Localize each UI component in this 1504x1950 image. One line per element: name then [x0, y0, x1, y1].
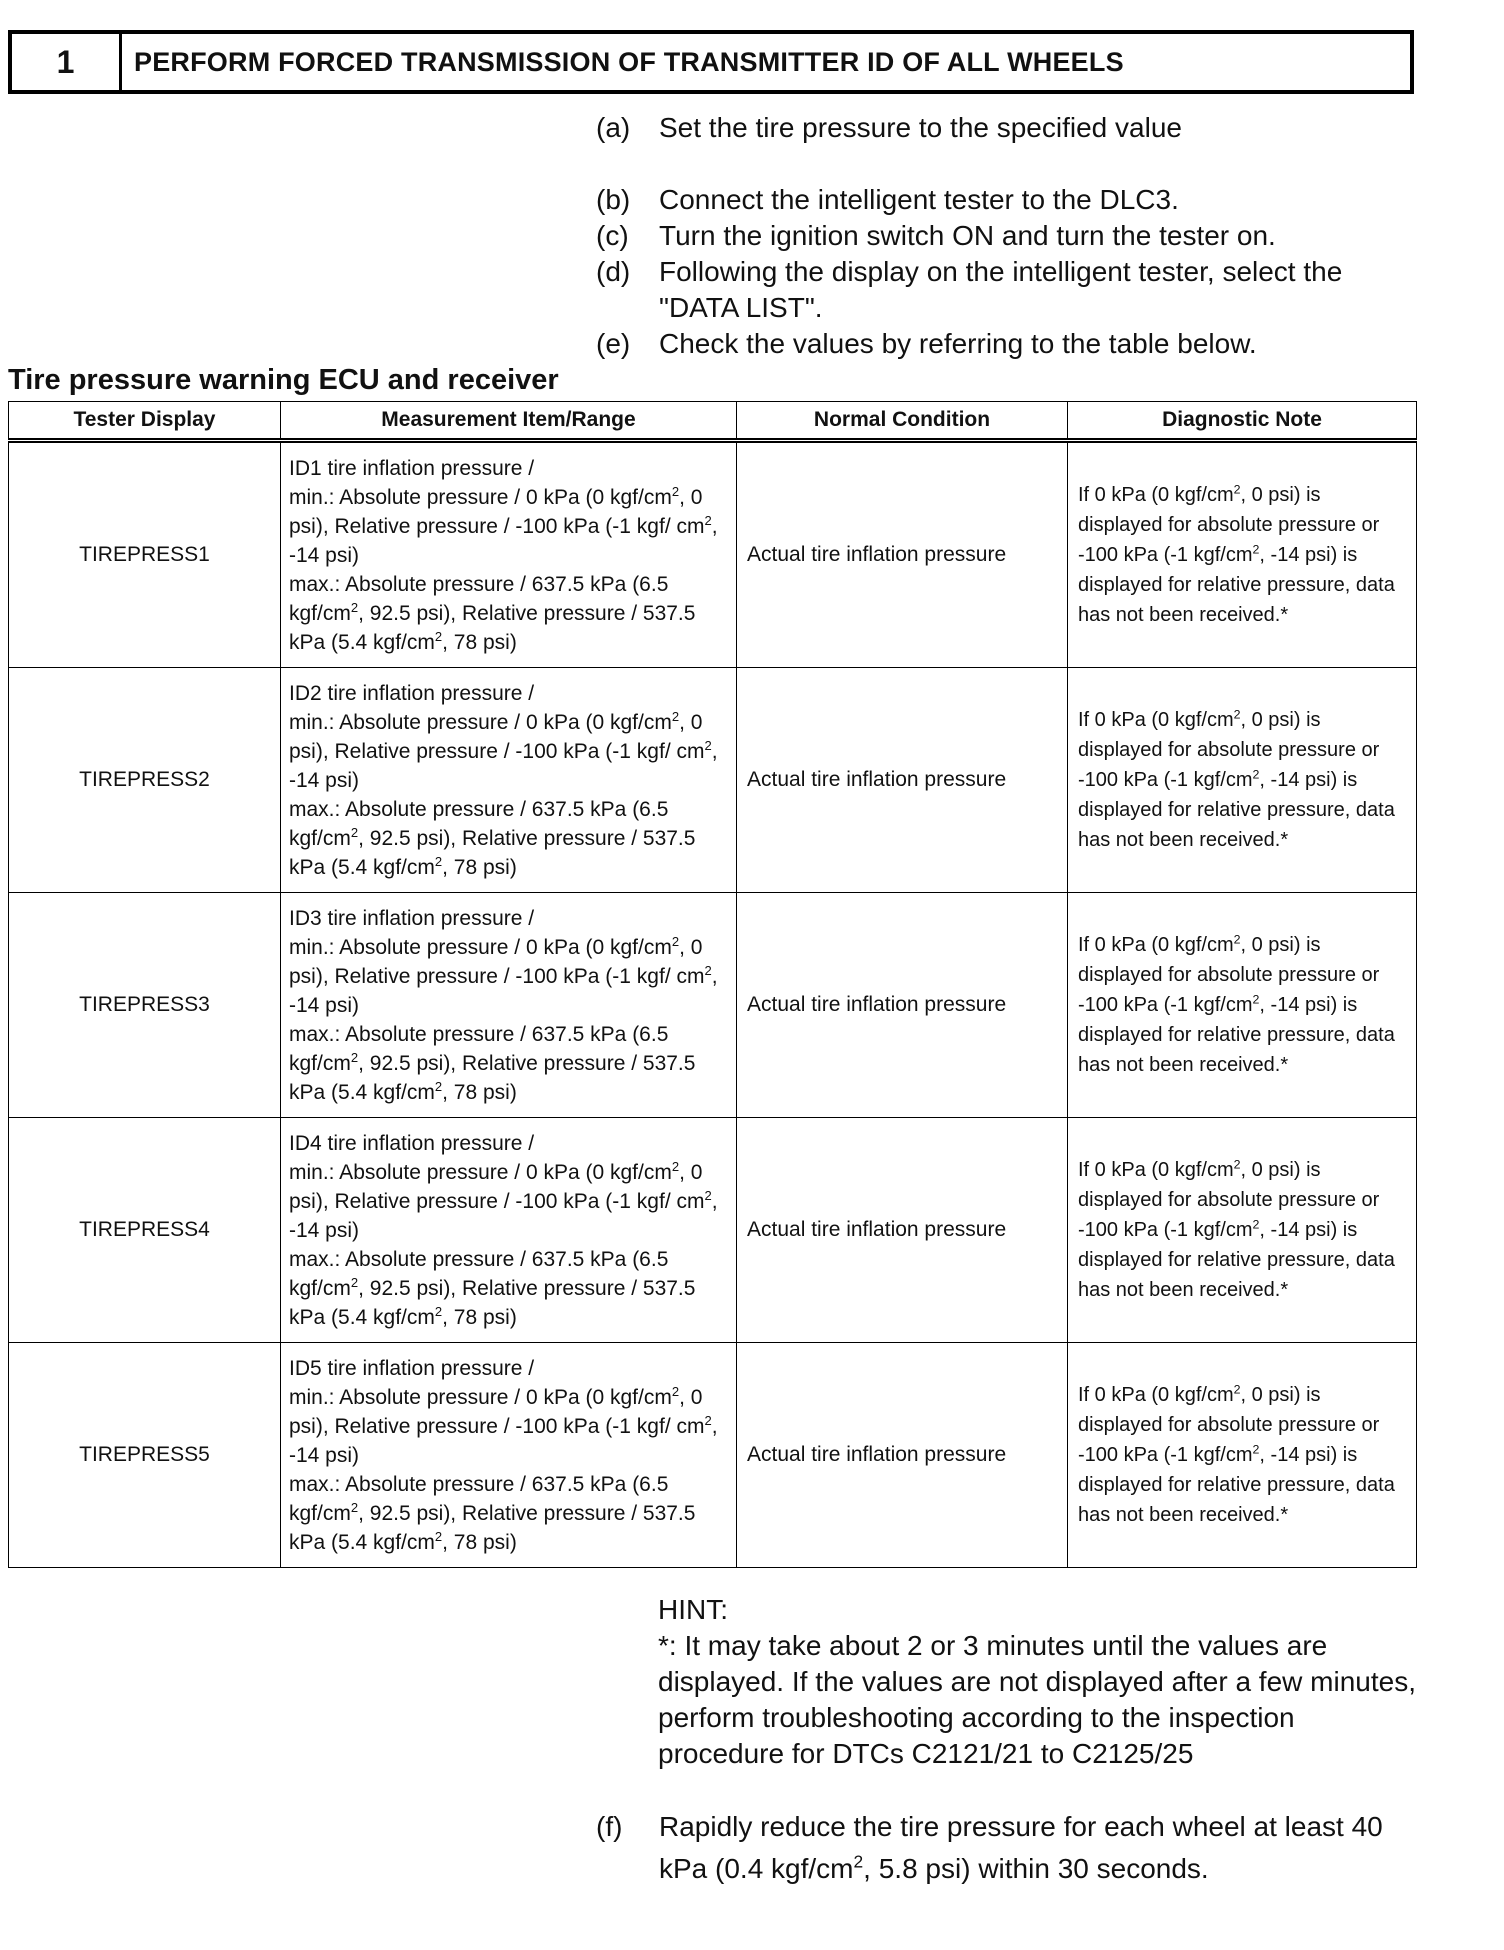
step-label: (d) — [596, 256, 631, 287]
table-row — [9, 893, 1417, 1118]
step-label: (a) — [596, 112, 631, 143]
measurement-range-cell: ID3 tire inflation pressure / min.: Absolute pressure / 0 kPa (0 kgf/$cm^2$, 0 psi), Relative pressure / -100 kPa (-1 kgf/ $cm^2$, -14 psi) max.: Absolute pressure / 637.5 kPa (6.5 kgf/$cm^2$, 92.5 psi), Relative pressure / 537.5 kPa (5.4 kgf/$cm^2$, 78 psi) — [281, 893, 737, 1118]
table-row — [9, 441, 1417, 668]
hint-label: HINT: — [658, 1594, 728, 1625]
diagnostic-note-cell: If 0 kPa (0 kgf/$cm^2$, 0 psi) is displayed for absolute pressure or -100 kPa (-1 kgf/$cm^2$, -14 psi) is displayed for relative pressure, data has not been received.* — [1068, 893, 1417, 1118]
diagnostic-note-cell: If 0 kPa (0 kgf/$cm^2$, 0 psi) is displayed for absolute pressure or -100 kPa (-1 kgf/$cm^2$, -14 psi) is displayed for relative pressure, data has not been received.* — [1068, 441, 1417, 668]
measurement-range-cell: ID2 tire inflation pressure / min.: Absolute pressure / 0 kPa (0 kgf/$cm^2$, 0 psi), Relative pressure / -100 kPa (-1 kgf/ $cm^2$, -14 psi) max.: Absolute pressure / 637.5 kPa (6.5 kgf/$cm^2$, 92.5 psi), Relative pressure / 537.5 kPa (5.4 kgf/$cm^2$, 78 psi) — [281, 668, 737, 893]
step-label: (b) — [596, 184, 631, 215]
normal-condition-cell: Actual tire inflation pressure — [737, 441, 1068, 668]
hint-text: *: It may take about 2 or 3 minutes until the values are displayed. If the values are not displayed after a few minutes, perform troubleshooting according to the inspection procedure for DTCs C2121/21 to C2125/25 — [658, 1630, 1416, 1769]
step-label: (c) — [596, 220, 629, 251]
step-text: Check the values by referring to the table below. — [659, 328, 1257, 359]
normal-condition-cell: Actual tire inflation pressure — [737, 668, 1068, 893]
procedure-title: PERFORM FORCED TRANSMISSION OF TRANSMITTER ID OF ALL WHEELS — [134, 46, 1124, 77]
final-step-list — [596, 1806, 1416, 1890]
step-c — [596, 218, 1416, 254]
column-header: Tester Display — [9, 402, 281, 441]
step-text: Connect the intelligent tester to the DLC3. — [659, 184, 1179, 215]
tester-display-cell: TIREPRESS4 — [9, 1118, 281, 1343]
procedure-header — [8, 30, 1414, 94]
step-e — [596, 326, 1416, 362]
step-text: Following the display on the intelligent tester, select the "DATA LIST". — [659, 256, 1343, 323]
step-text: Rapidly reduce the tire pressure for each wheel at least 40 kPa (0.4 kgf/$cm^2$, 5.8 psi) within 30 seconds. — [659, 1811, 1383, 1884]
measurement-range-cell: ID4 tire inflation pressure / min.: Absolute pressure / 0 kPa (0 kgf/$cm^2$, 0 psi), Relative pressure / -100 kPa (-1 kgf/ $cm^2$, -14 psi) max.: Absolute pressure / 637.5 kPa (6.5 kgf/$cm^2$, 92.5 psi), Relative pressure / 537.5 kPa (5.4 kgf/$cm^2$, 78 psi) — [281, 1118, 737, 1343]
step-f — [596, 1806, 1416, 1890]
step-text: Turn the ignition switch ON and turn the tester on. — [659, 220, 1276, 251]
diagnostic-note-cell: If 0 kPa (0 kgf/$cm^2$, 0 psi) is displayed for absolute pressure or -100 kPa (-1 kgf/$cm^2$, -14 psi) is displayed for relative pressure, data has not been received.* — [1068, 668, 1417, 893]
diagnostic-note-cell: If 0 kPa (0 kgf/$cm^2$, 0 psi) is displayed for absolute pressure or -100 kPa (-1 kgf/$cm^2$, -14 psi) is displayed for relative pressure, data has not been received.* — [1068, 1118, 1417, 1343]
measurement-range-cell: ID1 tire inflation pressure / min.: Absolute pressure / 0 kPa (0 kgf/$cm^2$, 0 psi), Relative pressure / -100 kPa (-1 kgf/ $cm^2$, -14 psi) max.: Absolute pressure / 637.5 kPa (6.5 kgf/$cm^2$, 92.5 psi), Relative pressure / 537.5 kPa (5.4 kgf/$cm^2$, 78 psi) — [281, 441, 737, 668]
step-text: Set the tire pressure to the specified value — [659, 112, 1182, 143]
column-header: Measurement Item/Range — [281, 402, 737, 441]
normal-condition-cell: Actual tire inflation pressure — [737, 1118, 1068, 1343]
table-row — [9, 668, 1417, 893]
table-row — [9, 1118, 1417, 1343]
section-title: Tire pressure warning ECU and receiver — [8, 364, 559, 396]
step-label: (e) — [596, 328, 631, 359]
normal-condition-cell: Actual tire inflation pressure — [737, 1343, 1068, 1568]
diagnostic-note-cell: If 0 kPa (0 kgf/$cm^2$, 0 psi) is displayed for absolute pressure or -100 kPa (-1 kgf/$cm^2$, -14 psi) is displayed for relative pressure, data has not been received.* — [1068, 1343, 1417, 1568]
normal-condition-cell: Actual tire inflation pressure — [737, 893, 1068, 1118]
tester-display-cell: TIREPRESS1 — [9, 441, 281, 668]
step-a — [596, 110, 1416, 146]
table-row — [9, 1343, 1417, 1568]
tester-display-cell: TIREPRESS3 — [9, 893, 281, 1118]
tester-display-cell: TIREPRESS5 — [9, 1343, 281, 1568]
table-header-row — [9, 402, 1417, 441]
hint-block — [658, 1592, 1418, 1772]
step-b — [596, 182, 1416, 218]
column-header: Diagnostic Note — [1068, 402, 1417, 441]
step-label: (f) — [596, 1811, 623, 1842]
data-list-table — [8, 401, 1417, 1568]
step-d — [596, 254, 1416, 326]
steps-list — [596, 110, 1416, 362]
column-header: Normal Condition — [737, 402, 1068, 441]
tester-display-cell: TIREPRESS2 — [9, 668, 281, 893]
step-number: 1 — [12, 34, 122, 90]
measurement-range-cell: ID5 tire inflation pressure / min.: Absolute pressure / 0 kPa (0 kgf/$cm^2$, 0 psi), Relative pressure / -100 kPa (-1 kgf/ $cm^2$, -14 psi) max.: Absolute pressure / 637.5 kPa (6.5 kgf/$cm^2$, 92.5 psi), Relative pressure / 537.5 kPa (5.4 kgf/$cm^2$, 78 psi) — [281, 1343, 737, 1568]
